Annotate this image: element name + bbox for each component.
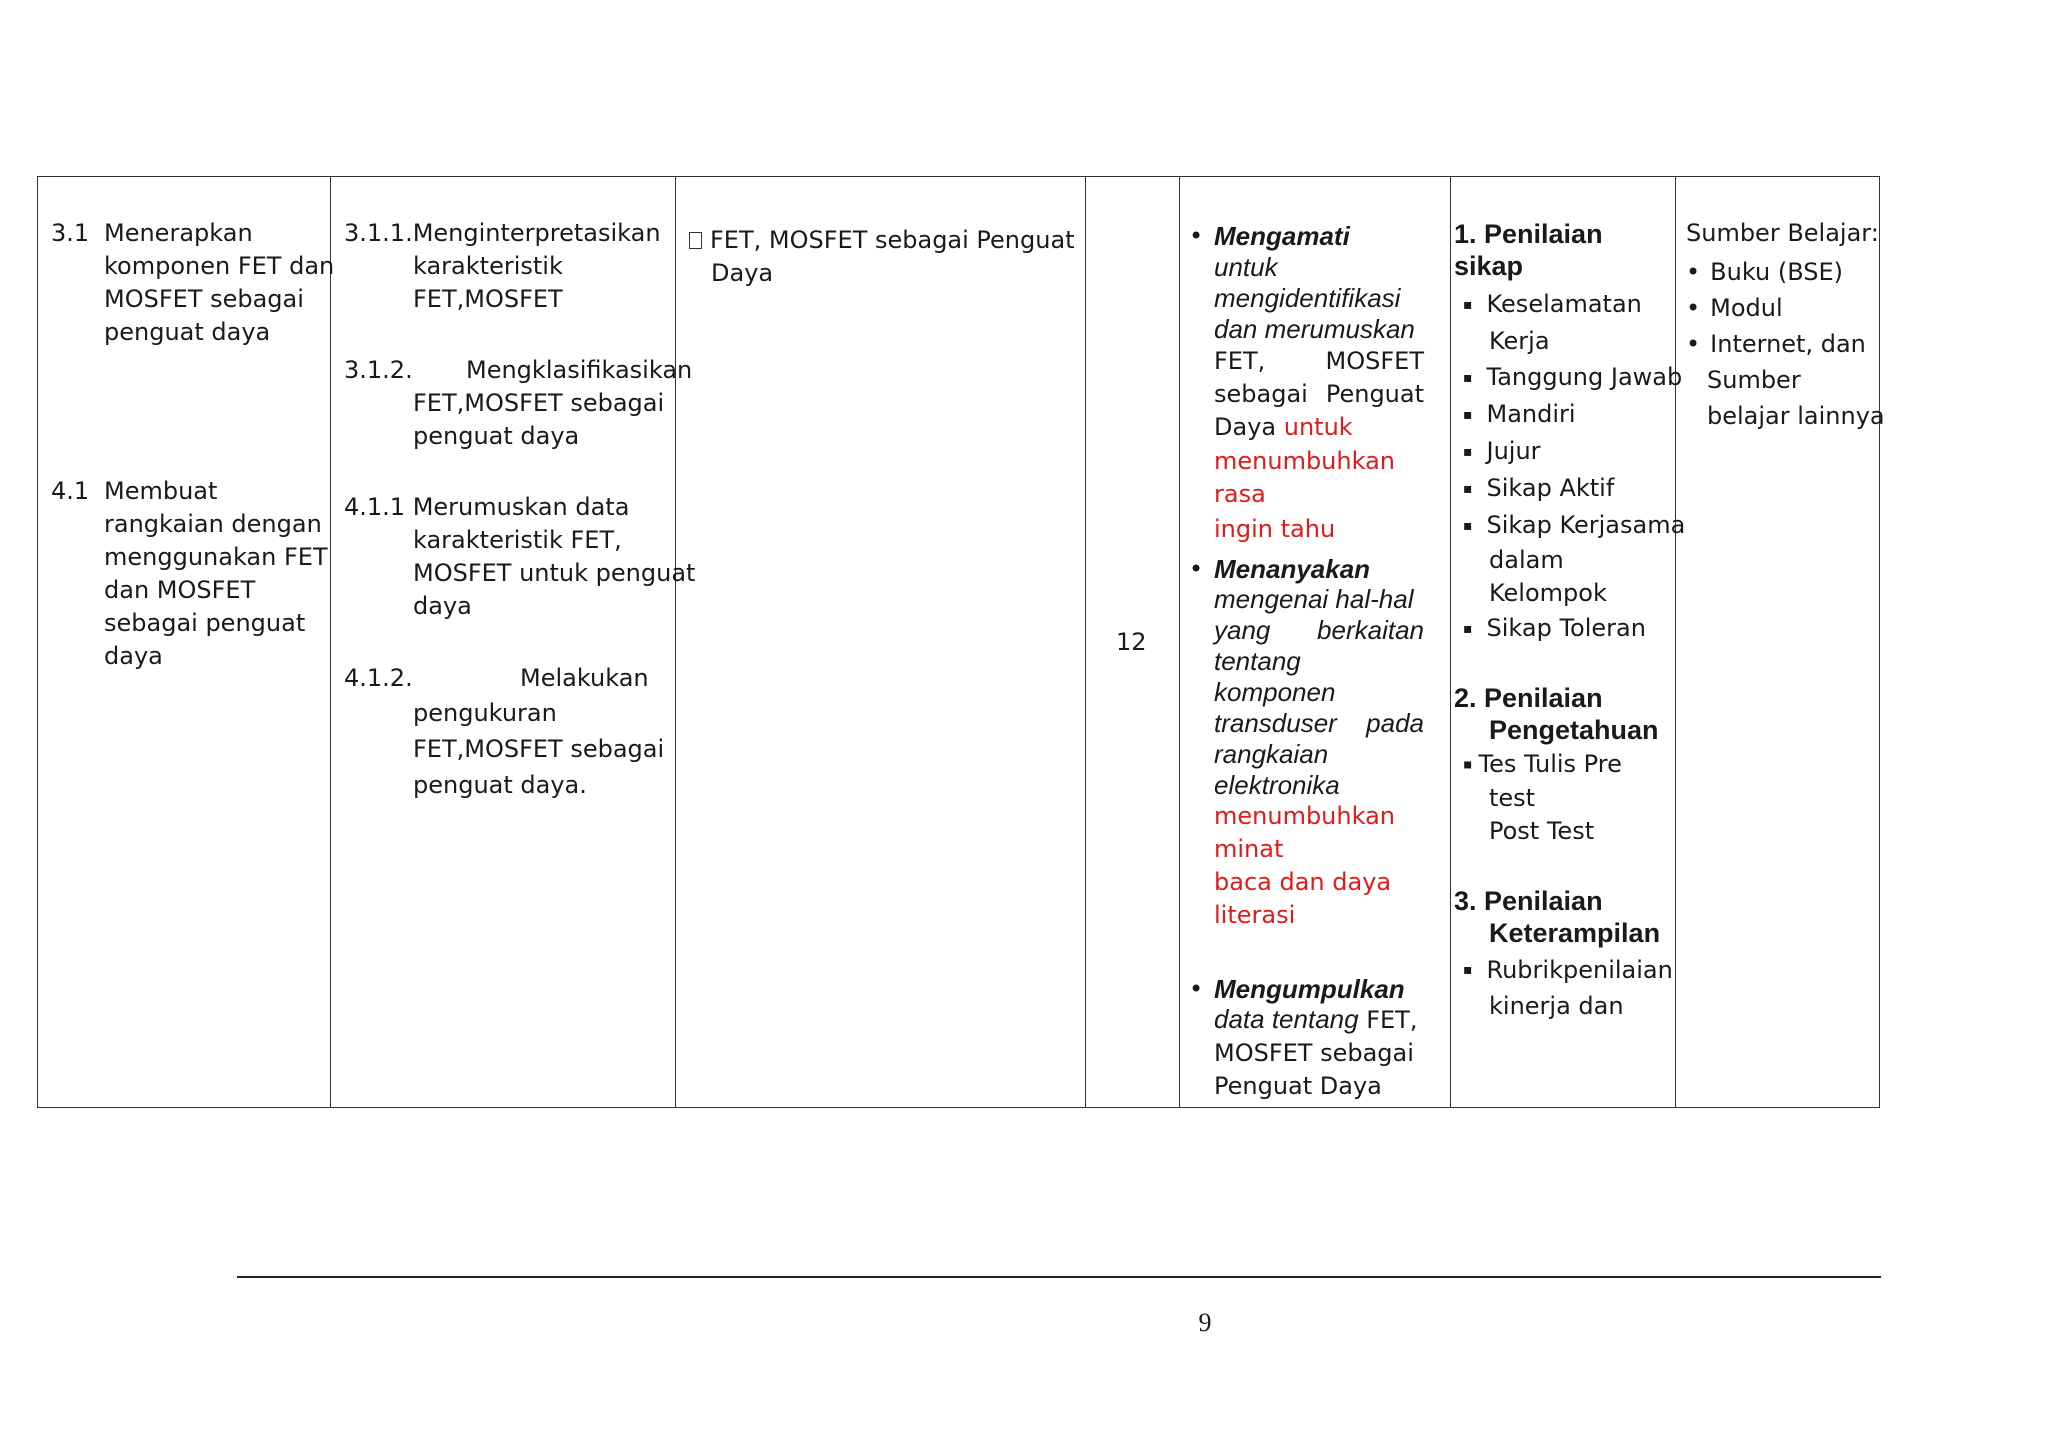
bullet-icon: • bbox=[1189, 975, 1204, 1003]
material-item: FET, MOSFET sebagai Penguat bbox=[689, 224, 1075, 257]
kd-number: 4.1 bbox=[51, 477, 90, 505]
indicator-number: 4.1.2. bbox=[344, 664, 413, 692]
indicator-number: 3.1.2. bbox=[344, 356, 413, 384]
column-divider bbox=[1179, 177, 1180, 1107]
column-divider bbox=[1085, 177, 1086, 1107]
column-divider bbox=[675, 177, 676, 1107]
indicator-word: Melakukan bbox=[520, 664, 649, 692]
square-bullet-icon: ▪ bbox=[1463, 962, 1473, 978]
page-number: 9 bbox=[1198, 1308, 1212, 1337]
square-bullet-icon: ▪ bbox=[1463, 370, 1473, 386]
assessment-heading: 2. Penilaian Pengetahuan bbox=[1454, 683, 1659, 745]
activity-title: Menanyakan bbox=[1214, 554, 1371, 584]
indicator-text: karakteristik FET, MOSFET untuk penguat daya bbox=[413, 526, 696, 620]
knowledge-list: ▪ Tes Tulis Pre test Post Test bbox=[1463, 750, 1622, 845]
assessment-heading: 3. Penilaian Keterampilan bbox=[1454, 886, 1661, 948]
indicator-word: Mengklasifikasikan bbox=[466, 356, 693, 384]
activity-text: mengenai hal-hal yang berkaitan tentang komponen transduser pada rangkaian elektronika bbox=[1214, 584, 1424, 800]
indicator-text: karakteristik FET,MOSFET bbox=[413, 252, 563, 313]
square-bullet-icon: ▪ bbox=[1463, 756, 1473, 773]
activity-title: Mengamati bbox=[1214, 221, 1350, 251]
kd-text: Menerapkan komponen FET dan MOSFET sebagai penguat daya bbox=[104, 219, 335, 346]
bullet-icon: • bbox=[1189, 555, 1204, 583]
bullet-icon: • bbox=[1686, 294, 1701, 322]
activity-highlight: menumbuhkan minat baca dan daya literasi bbox=[1214, 802, 1395, 929]
activity-title: Mengumpulkan bbox=[1214, 974, 1405, 1004]
indicator-heading: 3.1.1.Menginterpretasikan bbox=[344, 219, 661, 247]
indicator-text: FET,MOSFET sebagai penguat daya bbox=[413, 389, 665, 450]
skill-list: ▪ Rubrik penilaian kinerja dan bbox=[1463, 952, 1668, 1024]
square-bullet-icon: ▪ bbox=[1463, 481, 1473, 497]
resources-list: • Buku (BSE) • Modul • Internet, dan Sumber belajar lainnya bbox=[1686, 258, 1885, 430]
activity-text: FET, MOSFET sebagai Penguat Daya untuk menumbuhkan rasa ingin tahu bbox=[1214, 347, 1424, 543]
time-allocation: 12 bbox=[1116, 628, 1147, 656]
checkbox-icon bbox=[689, 232, 702, 249]
indicator-text: pengukuran FET,MOSFET sebagai penguat daya. bbox=[413, 699, 665, 799]
footer-rule bbox=[237, 1276, 1881, 1278]
bullet-icon: • bbox=[1686, 330, 1701, 358]
square-bullet-icon: ▪ bbox=[1463, 621, 1473, 637]
activity-text: data tentang FET, MOSFET sebagai Penguat Daya bbox=[1214, 1004, 1418, 1100]
assessment-heading: 1. Penilaian sikap bbox=[1454, 219, 1603, 281]
kd-number: 3.1 bbox=[51, 219, 90, 247]
square-bullet-icon: ▪ bbox=[1463, 518, 1473, 534]
bullet-icon: • bbox=[1686, 258, 1701, 286]
indicator-heading: 4.1.1 Merumuskan data bbox=[344, 493, 630, 521]
bullet-icon: • bbox=[1189, 222, 1204, 250]
square-bullet-icon: ▪ bbox=[1463, 297, 1473, 313]
column-divider bbox=[1450, 177, 1451, 1107]
activity-text: untuk mengidentifikasi dan merumuskan bbox=[1214, 252, 1415, 344]
resources-title: Sumber Belajar: bbox=[1686, 219, 1879, 247]
square-bullet-icon: ▪ bbox=[1463, 444, 1473, 460]
kd-text: Membuat rangkaian dengan menggunakan FET dan MOSFET sebagai penguat daya bbox=[104, 477, 328, 670]
material-item-cont: Daya bbox=[711, 259, 774, 287]
square-bullet-icon: ▪ bbox=[1463, 407, 1473, 423]
attitude-list: ▪ Keselamatan Kerja ▪ Tanggung Jawab ▪ Mandiri ▪ Jujur ▪ Sikap Aktif ▪ Sikap Kerjasama dalam Kelompok ▪ Sikap Toleran bbox=[1463, 290, 1686, 642]
